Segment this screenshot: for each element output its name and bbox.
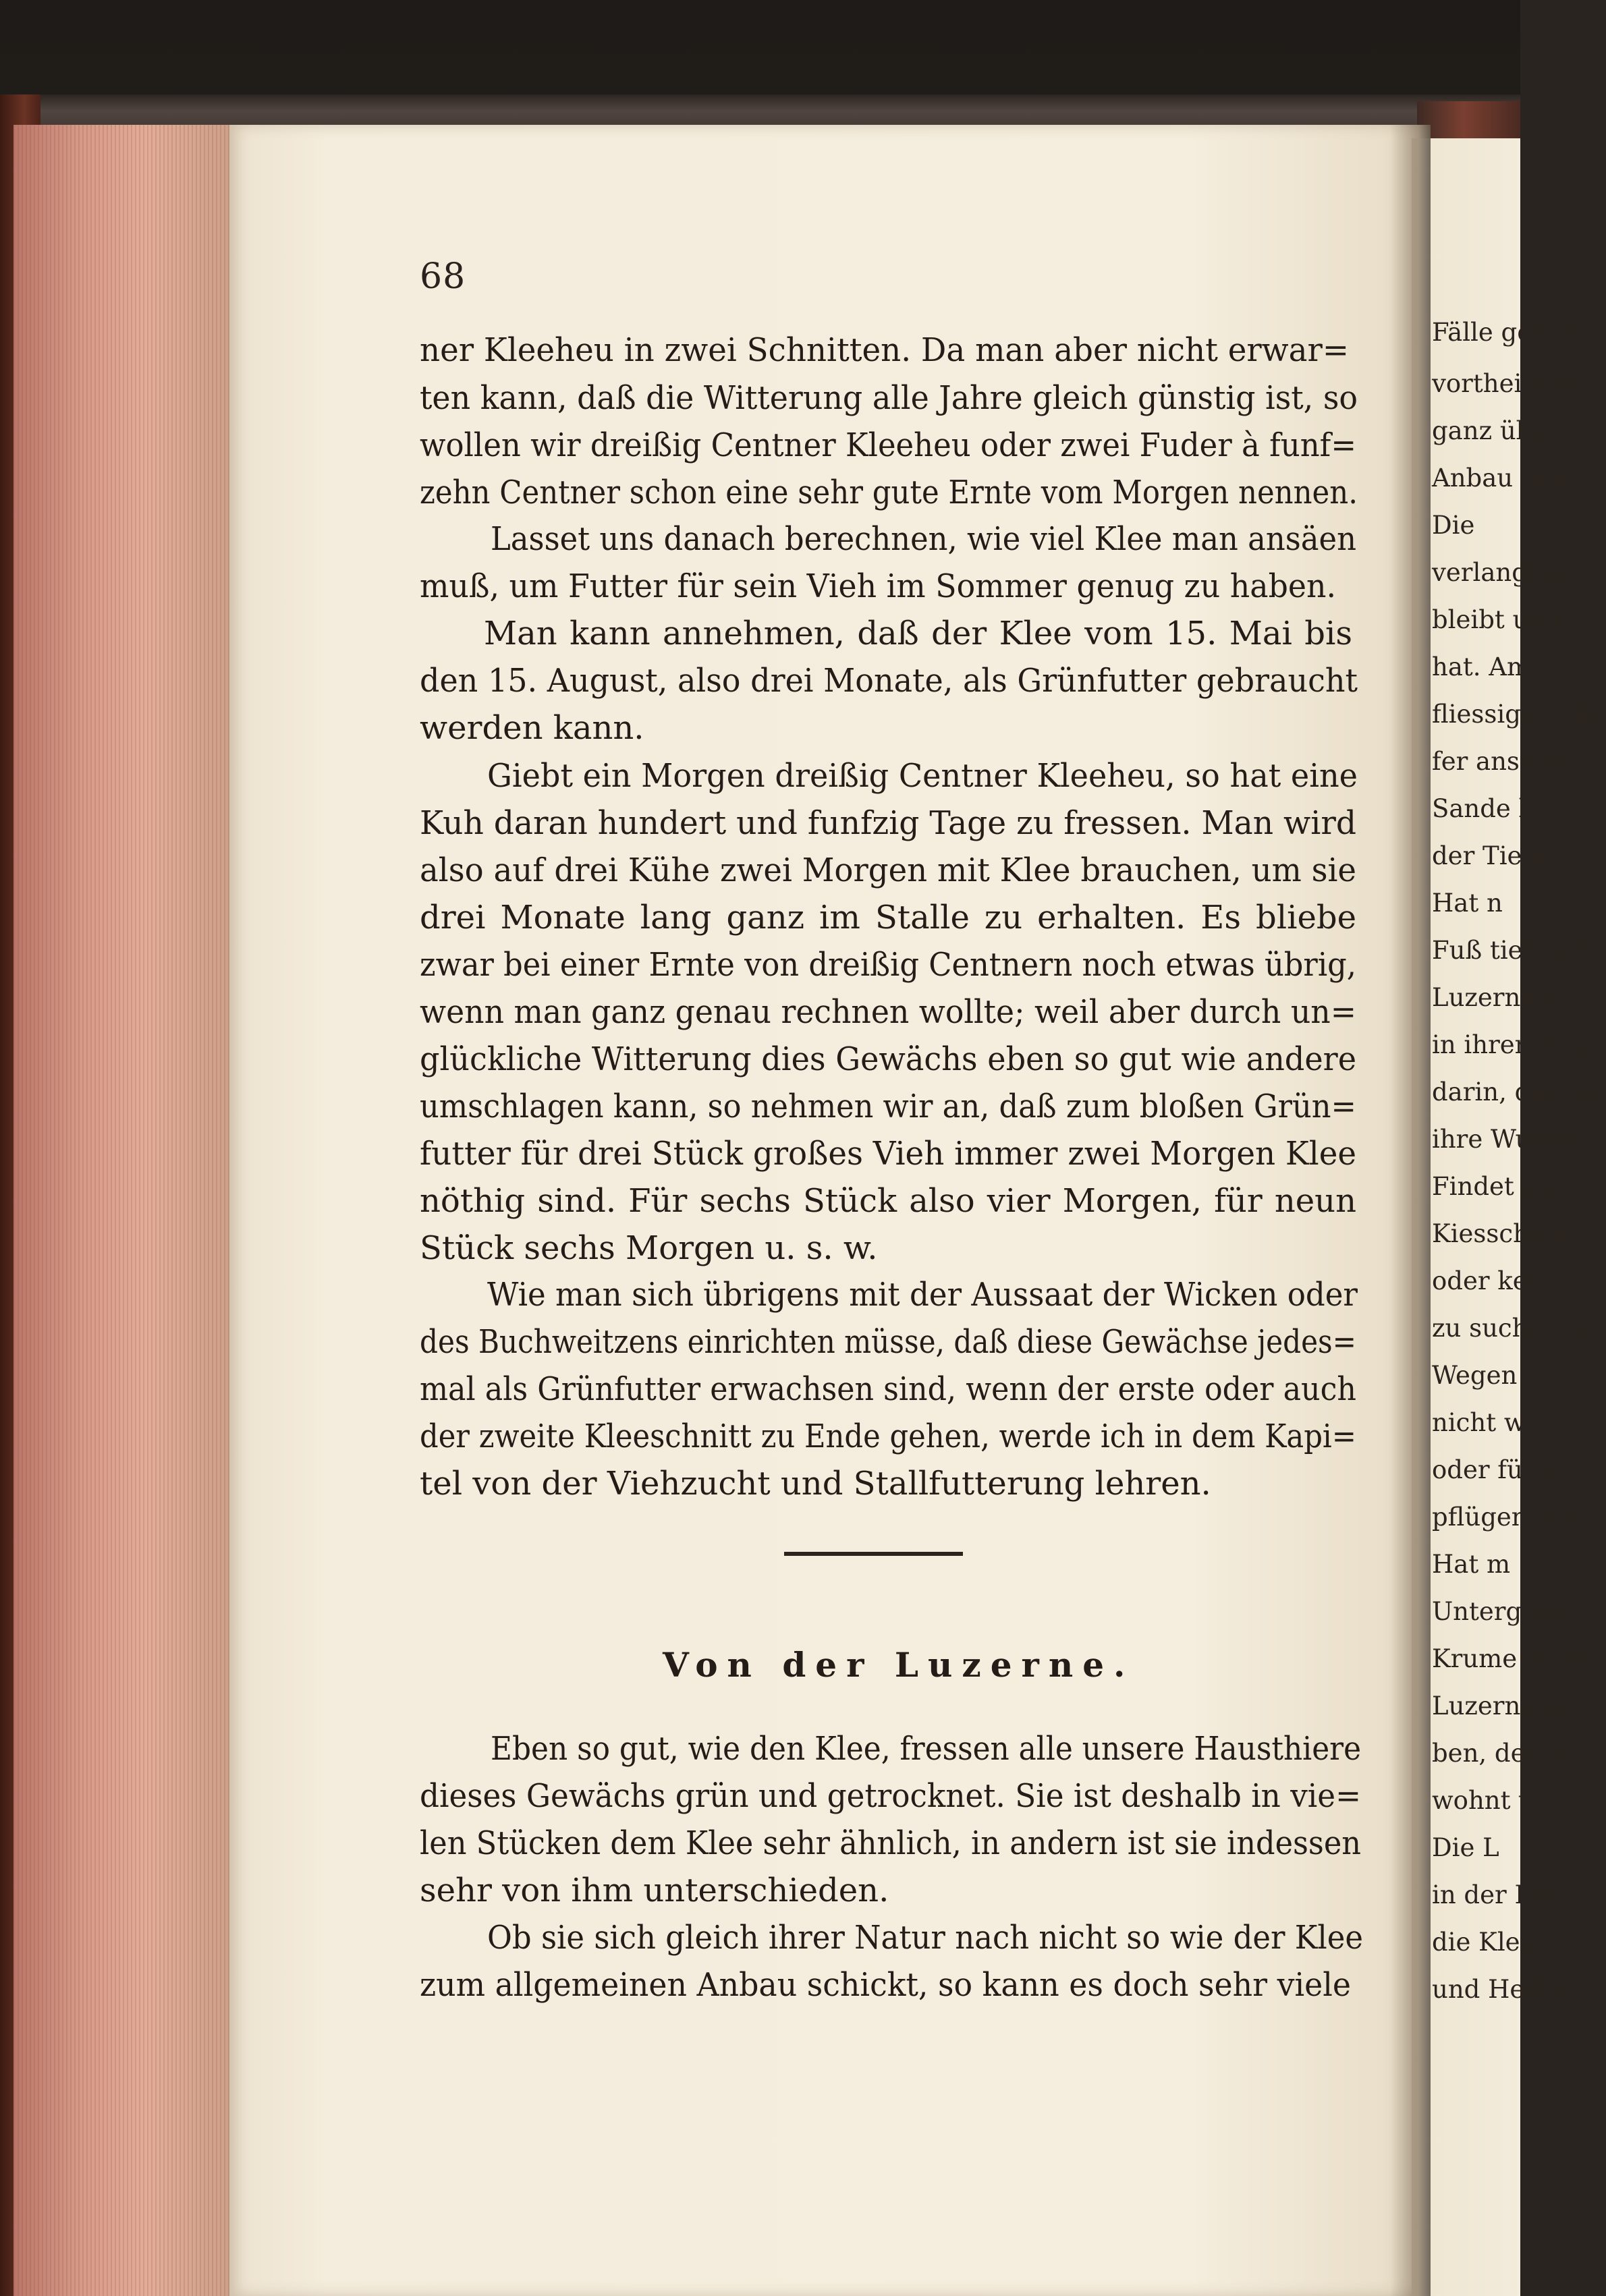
body-text-line: mal als Grünfutter erwachsen sind, wenn der erste oder auch (420, 1370, 1356, 1408)
section-divider (784, 1552, 963, 1556)
body-text-line: Stück sechs Morgen u. s. w. (420, 1229, 878, 1267)
body-text-line: zwar bei einer Ernte von dreißig Centnern noch etwas übrig, (420, 946, 1356, 984)
body-text-line: Man kann annehmen, daß der Klee vom 15. Mai bis (484, 615, 1352, 652)
body-text-line: Giebt ein Morgen dreißig Centner Kleeheu, so hat eine (487, 757, 1358, 795)
facing-page-line: zu suchen ist, (1432, 1314, 1606, 1343)
red-page-edges (13, 125, 236, 2296)
section-text-line: Eben so gut, wie den Klee, fressen alle unsere Hausthiere (491, 1730, 1361, 1768)
body-text-line: Lasset uns danach berechnen, wie viel Klee man ansäen (491, 520, 1356, 558)
body-text-line: des Buchweitzens einrichten müsse, daß diese Gewächse jedes= (420, 1323, 1356, 1361)
facing-page-line: Luzernefeld (1432, 983, 1584, 1012)
facing-page-line: Anbau bem (1432, 464, 1576, 493)
facing-page-line: fer ansiauet (1432, 747, 1584, 776)
facing-page-line: ihre Wurzel (1432, 1125, 1580, 1154)
facing-page-line: Untergrund (1432, 1597, 1582, 1626)
facing-page-line: Findet sie i (1432, 1172, 1574, 1201)
facing-page-line: vortheilhaft (1432, 369, 1580, 398)
facing-page-line: verlangt ei (1432, 558, 1569, 587)
facing-page-line: darin, daß sie (1432, 1077, 1606, 1107)
body-text-line: also auf drei Kühe zwei Morgen mit Klee brauchen, um sie (420, 851, 1356, 889)
facing-page-line: Hat n (1432, 889, 1503, 918)
body-text-line: wenn man ganz genau rechnen wollte; weil aber durch un= (420, 993, 1356, 1031)
facing-page-line: und Herbst, (1432, 1975, 1584, 2004)
body-text-line: nöthig sind. Für sechs Stück also vier Morgen, für neun (420, 1182, 1356, 1220)
facing-page-line: in ihrer lange (1432, 1030, 1605, 1059)
facing-page-line: in der Reg (1432, 1880, 1564, 1909)
facing-page-line: die Klee, (1432, 1928, 1543, 1957)
facing-page-line: Fuß tief sich (1432, 936, 1591, 965)
facing-page-line: Sande liegt (1432, 794, 1576, 823)
section-text-line: len Stücken dem Klee sehr ähnlich, in andern ist sie indessen (420, 1824, 1361, 1862)
section-text-line: Ob sie sich gleich ihrer Natur nach nicht so wie der Klee (487, 1919, 1363, 1957)
body-text-line: umschlagen kann, so nehmen wir an, daß zum bloßen Grün= (420, 1088, 1356, 1125)
body-text-line: drei Monate lang ganz im Stalle zu erhalten. Es bliebe (420, 899, 1356, 936)
body-text-line: ner Kleeheu in zwei Schnitten. Da man aber nicht erwar= (420, 331, 1349, 369)
body-text-line: der zweite Kleeschnitt zu Ende gehen, werde ich in dem Kapi= (420, 1418, 1356, 1455)
facing-page-line: Luzerne an (1432, 1691, 1574, 1720)
body-text-line: Wie man sich übrigens mit der Aussaat der Wicken oder (487, 1276, 1358, 1314)
body-text-line: ten kann, daß die Witterung alle Jahre gleich günstig ist, so (420, 379, 1358, 417)
facing-page-line: hat. Am (1432, 652, 1531, 681)
page-number: 68 (420, 256, 466, 297)
facing-page-line: ganz überg (1432, 416, 1575, 445)
facing-page-line: Fälle geben (1432, 318, 1579, 347)
facing-page-line: der Tiefe (1432, 841, 1547, 870)
facing-page-line: oder für so (1432, 1455, 1571, 1484)
facing-page-line: Hat m (1432, 1550, 1511, 1579)
facing-page-line: fliessigen ode (1432, 700, 1606, 729)
facing-page-line: bleibt und (1432, 605, 1561, 634)
body-text-line: Kuh daran hundert und funfzig Tage zu fressen. Man wird (420, 804, 1356, 842)
section-text-line: zum allgemeinen Anbau schickt, so kann es doch sehr viele (420, 1966, 1351, 2004)
facing-page-line: oder kein un (1432, 1266, 1592, 1295)
facing-page-line: Krume ist in (1432, 1644, 1588, 1673)
facing-page-line: pflügen lass (1432, 1503, 1584, 1532)
body-text-line: zehn Centner schon eine sehr gute Ernte vom Morgen nennen. (420, 474, 1358, 511)
body-text-line: werden kann. (420, 709, 644, 747)
section-text-line: sehr von ihm unterschieden. (420, 1872, 889, 1909)
body-text-line: muß, um Futter für sein Vieh im Sommer genug zu haben. (420, 567, 1336, 605)
facing-page-line: Kiesschicht, (1432, 1219, 1585, 1248)
body-text-line: glückliche Witterung dies Gewächs eben so gut wie andere (420, 1040, 1356, 1078)
section-heading: Von der Luzerne. (663, 1645, 1135, 1685)
facing-page-line: Die (1432, 511, 1475, 540)
facing-page-line: ben, der al (1432, 1739, 1568, 1768)
body-text-line: futter für drei Stück großes Vieh immer zwei Morgen Klee (420, 1135, 1356, 1173)
facing-page-line: wohnt war (1432, 1786, 1567, 1815)
body-text-line: den 15. August, also drei Monate, als Grünfutter gebraucht (420, 662, 1358, 700)
gutter-shadow (1390, 125, 1431, 2296)
facing-page-line: nicht wohl in (1432, 1408, 1597, 1437)
body-text-line: wollen wir dreißig Centner Kleeheu oder zwei Fuder à funf= (420, 426, 1356, 464)
section-text-line: dieses Gewächs grün und getrocknet. Sie ist deshalb in vie= (420, 1777, 1361, 1815)
facing-page-line: Die L (1432, 1833, 1499, 1862)
facing-page-line: Wegen (1432, 1361, 1518, 1390)
body-text-line: tel von der Viehzucht und Stallfutterung lehren. (420, 1465, 1211, 1503)
